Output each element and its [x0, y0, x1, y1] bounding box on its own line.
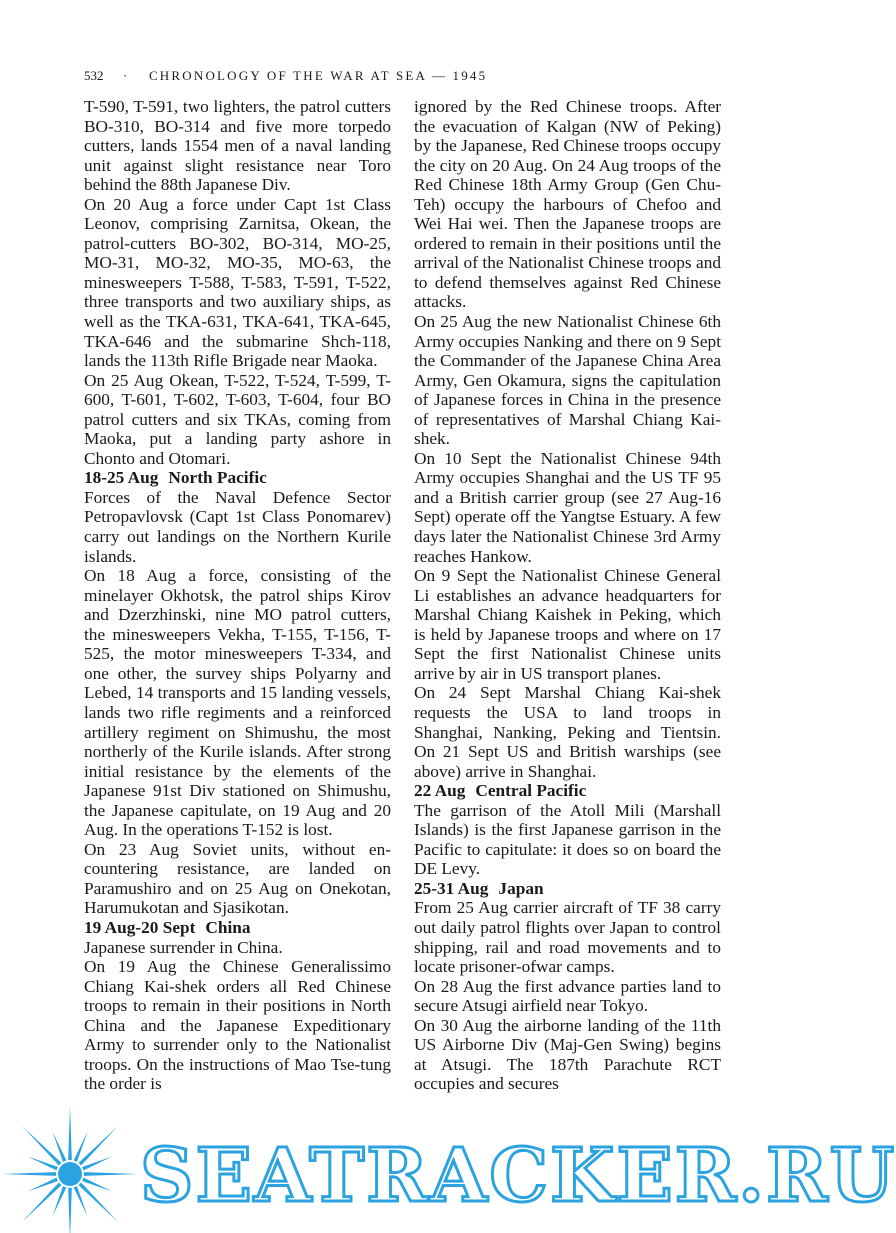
paragraph: On 28 Aug the first advance parties land to secure Atsugi airfield near Tokyo.	[414, 976, 721, 1016]
section-date: 22 Aug	[414, 781, 466, 801]
section-heading	[414, 781, 721, 801]
section-place: North Pacific	[168, 468, 267, 488]
star-ray	[79, 1183, 119, 1223]
left-column	[84, 97, 391, 1094]
star-ray	[68, 1188, 72, 1233]
paragraph: T-590, T-591, two lighters, the patrol cutters BO-310, BO-314 and five more torpedo cutters, lands 1554 men of a naval landing unit against slight resistance near Toro behind the 88th Japanese Div.	[84, 97, 391, 195]
section-place: Central Pacific	[475, 781, 587, 801]
star-ray	[22, 1183, 62, 1223]
paragraph: On 25 Aug Okean, T-522, T-524, T-599, T-600, T-601, T-602, T-603, T-604, four BO patrol cutters and six TKAs, coming from Maoka, put a landing party ashore in Chonto and Otomari.	[84, 370, 391, 468]
star-ray	[84, 1172, 138, 1176]
page-number: 532	[84, 68, 104, 83]
section-date: 18-25 Aug	[84, 468, 159, 488]
paragraph: On 25 Aug the new Nationalist Chinese 6th Army occupies Nanking and there on 9 Sept the Commander of the Japanese China Area Army, Gen Okamura, signs the capitulation of Japanese forces in China in the presence of representatives of Marshal Chiang Kai-shek.	[414, 312, 721, 449]
star-ray	[79, 1126, 119, 1166]
paragraph: On 19 Aug the Chinese Generalissimo Chiang Kai-shek orders all Red Chinese troops to remain in their positions in North China and the Japanese Expeditionary Army to surrender only to the Nationalist troops. On the instructions of Mao Tse-tung the order is	[84, 957, 391, 1094]
star-ray	[2, 1172, 56, 1176]
paragraph: Japanese surrender in China.	[84, 937, 283, 957]
header-separator: ·	[122, 68, 130, 83]
paragraph: ignored by the Red Chinese troops. After the evacuation of Kalgan (NW of Peking) by the Japanese, Red Chinese troops occupy the city on 20 Aug. On 24 Aug troops of the Red Chinese 18th Army Group (Gen Chu-Teh) occupy the harbours of Chefoo and Wei Hai wei. Then the Japanese troops are ordered to remain in their positions until the arrival of the Nationalist Chinese troops and to defend themselves against Red Chinese attacks.	[414, 97, 721, 312]
paragraph: On 24 Sept Marshal Chiang Kai-shek requests the USA to land troops in Shanghai, Nanking, Peking and Tientsin. On 21 Sept US and British warships (see above) arrive in Shanghai.	[414, 683, 721, 781]
section-date: 25-31 Aug	[414, 878, 489, 898]
section-heading	[414, 879, 721, 899]
watermark-text: SEATRACKER.RU	[140, 1133, 896, 1219]
paragraph: On 18 Aug a force, consisting of the minelayer Okhotsk, the patrol ships Kirov and Dzerzhinski, nine MO patrol cutters, the minesweepers Vekha, T-155, T-156, T-525, the motor minesweepers T-334, and one other, the survey ships Polyarny and Lebed, 14 transports and 15 landing vessels, lands two rifle regiments and a reinforced artillery regiment on Shimushu, the most northerly of the Kurile islands. After strong initial resistance by the elements of the Japanese 91st Div stationed on Shimushu, the Japanese capitulate, on 19 Aug and 20 Aug. In the operations T-152 is lost.	[84, 566, 391, 840]
paragraph: From 25 Aug carrier aircraft of TF 38 carry out daily patrol flights over Japan to control shipping, rail and road movements and to locate prisoner-ofwar camps.	[414, 898, 721, 977]
section-place: China	[205, 917, 251, 937]
paragraph: On 9 Sept the Nationalist Chinese General Li establishes an advance headquarters for Marshal Chiang Kaishek in Peking, which is held by Japanese troops and where on 17 Sept the first Nationalist Chinese units arrive by air in US transport planes.	[414, 566, 721, 683]
paragraph: On 23 Aug Soviet units, without encountering resistance, are landed on Paramushiro and on 25 Aug on Onekotan, Harumukotan and Sjasikotan.	[84, 839, 391, 918]
paragraph: On 10 Sept the Nationalist Chinese 94th Army occupies Shanghai and the US TF 95 and a British carrier group (see 27 Aug-16 Sept) operate off the Yangtse Estuary. A few days later the Nationalist Chinese 3rd Army reaches Hankow.	[414, 448, 721, 566]
running-header	[84, 68, 724, 84]
paragraph: The garrison of the Atoll Mili (Marshall Islands) is the first Japanese garrison in the Pacific to capitulate: it does so on board the DE Levy.	[414, 800, 721, 879]
section-heading	[84, 468, 391, 488]
section-place: Japan	[498, 878, 544, 898]
paragraph: On 30 Aug the airborne landing of the 11th US Airborne Div (Maj-Gen Swing) begins at Atsugi. The 187th Parachute RCT occupies and secures	[414, 1015, 721, 1094]
running-title: CHRONOLOGY OF THE WAR AT SEA — 1945	[148, 68, 488, 83]
paragraph: Forces of the Naval Defence Sector Petropavlovsk (Capt 1st Class Ponomarev) carry out landings on the Northern Kurile islands.	[84, 487, 391, 566]
section-heading	[84, 918, 391, 938]
right-column	[414, 97, 721, 1094]
section-date: 19 Aug-20 Sept	[84, 917, 196, 937]
star-ray	[22, 1126, 62, 1166]
star-burst-icon	[2, 1106, 138, 1233]
star-ray	[68, 1106, 72, 1160]
paragraph: On 20 Aug a force under Capt 1st Class Leonov, comprising Zarnitsa, Okean, the patrol-cutters BO-302, BO-314, MO-25, MO-31, MO-32, MO-35, MO-63, the minesweepers T-588, T-583, T-591, T-522, three transports and two auxiliary ships, as well as the TKA-631, TKA-641, TKA-645, TKA-646 and the submarine Shch-118, lands the 113th Rifle Brigade near Maoka.	[84, 194, 391, 371]
